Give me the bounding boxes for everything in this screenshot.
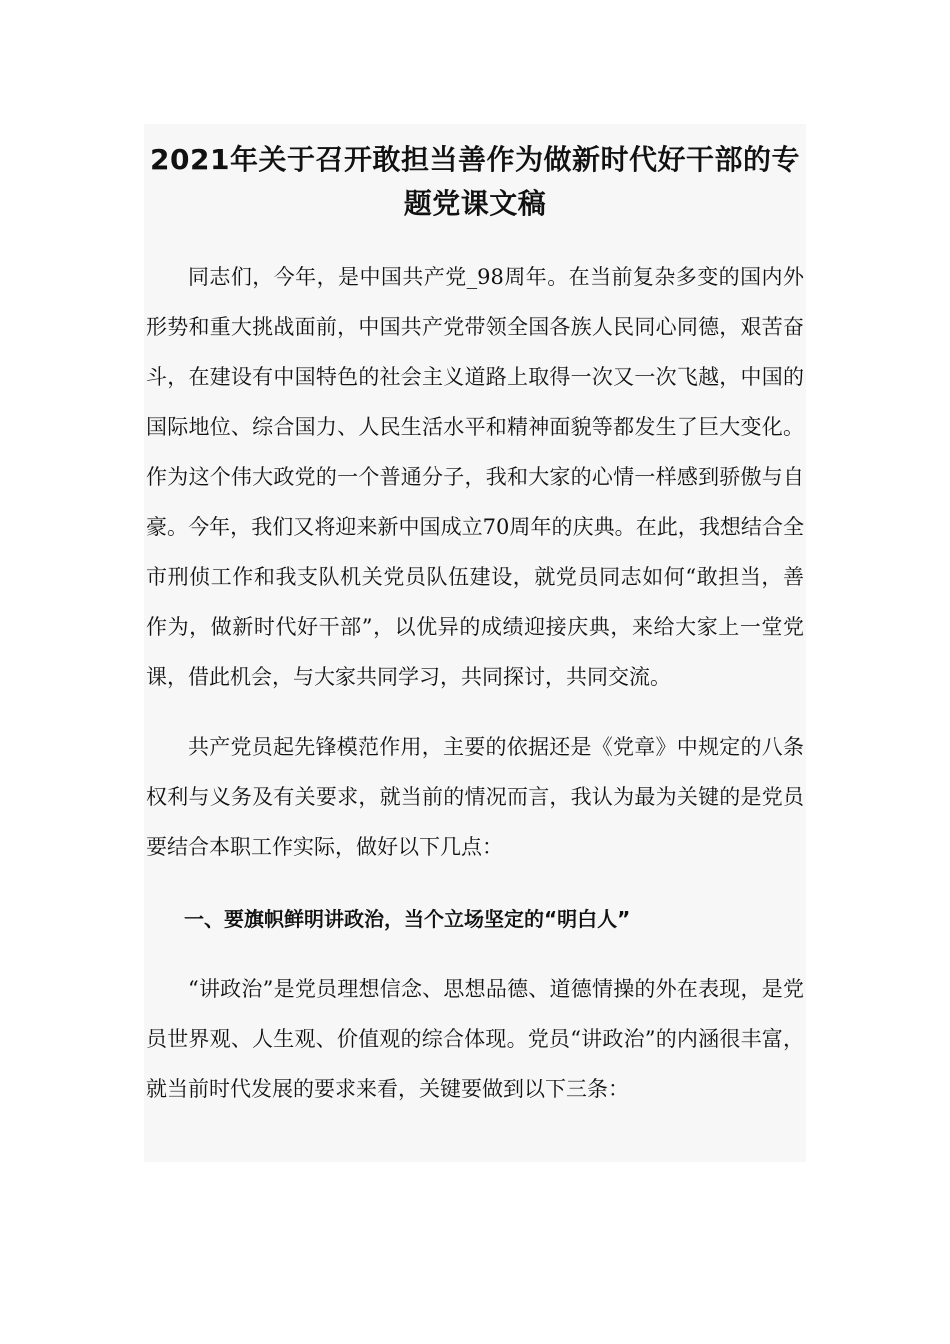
paragraph-basis: 共产党员起先锋模范作用，主要的依据还是《党章》中规定的八条权利与义务及有关要求，就当前的情况而言，我认为最为关键的是党员要结合本职工作实际，做好以下几点：	[146, 735, 804, 859]
section-heading-1: 一、要旗帜鲜明讲政治，当个立场坚定的“明白人”	[184, 907, 631, 931]
document-page	[144, 124, 806, 1162]
paragraph-intro: 同志们，今年，是中国共产党_98周年。在当前复杂多变的国内外形势和重大挑战面前，中国共产党带领全国各族人民同心同德，艰苦奋斗，在建设有中国特色的社会主义道路上取得一次又一次飞越，中国的国际地位、综合国力、人民生活水平和精神面貌等都发生了巨大变化。作为这个伟大政党的一个普通分子，我和大家的心情一样感到骄傲与自豪。今年，我们又将迎来新中国成立70周年的庆典。在此，我想结合全市刑侦工作和我支队机关党员队伍建设，就党员同志如何“敢担当，善作为，做新时代好干部”，以优异的成绩迎接庆典，来给大家上一堂党课，借此机会，与大家共同学习，共同探讨，共同交流。	[146, 265, 804, 689]
paragraph-politics: “讲政治”是党员理想信念、思想品德、道德情操的外在表现，是党员世界观、人生观、价值观的综合体现。党员“讲政治”的内涵很丰富，就当前时代发展的要求来看，关键要做到以下三条：	[146, 977, 804, 1101]
document-title: 2021年关于召开敢担当善作为做新时代好干部的专题党课文稿	[150, 143, 800, 220]
